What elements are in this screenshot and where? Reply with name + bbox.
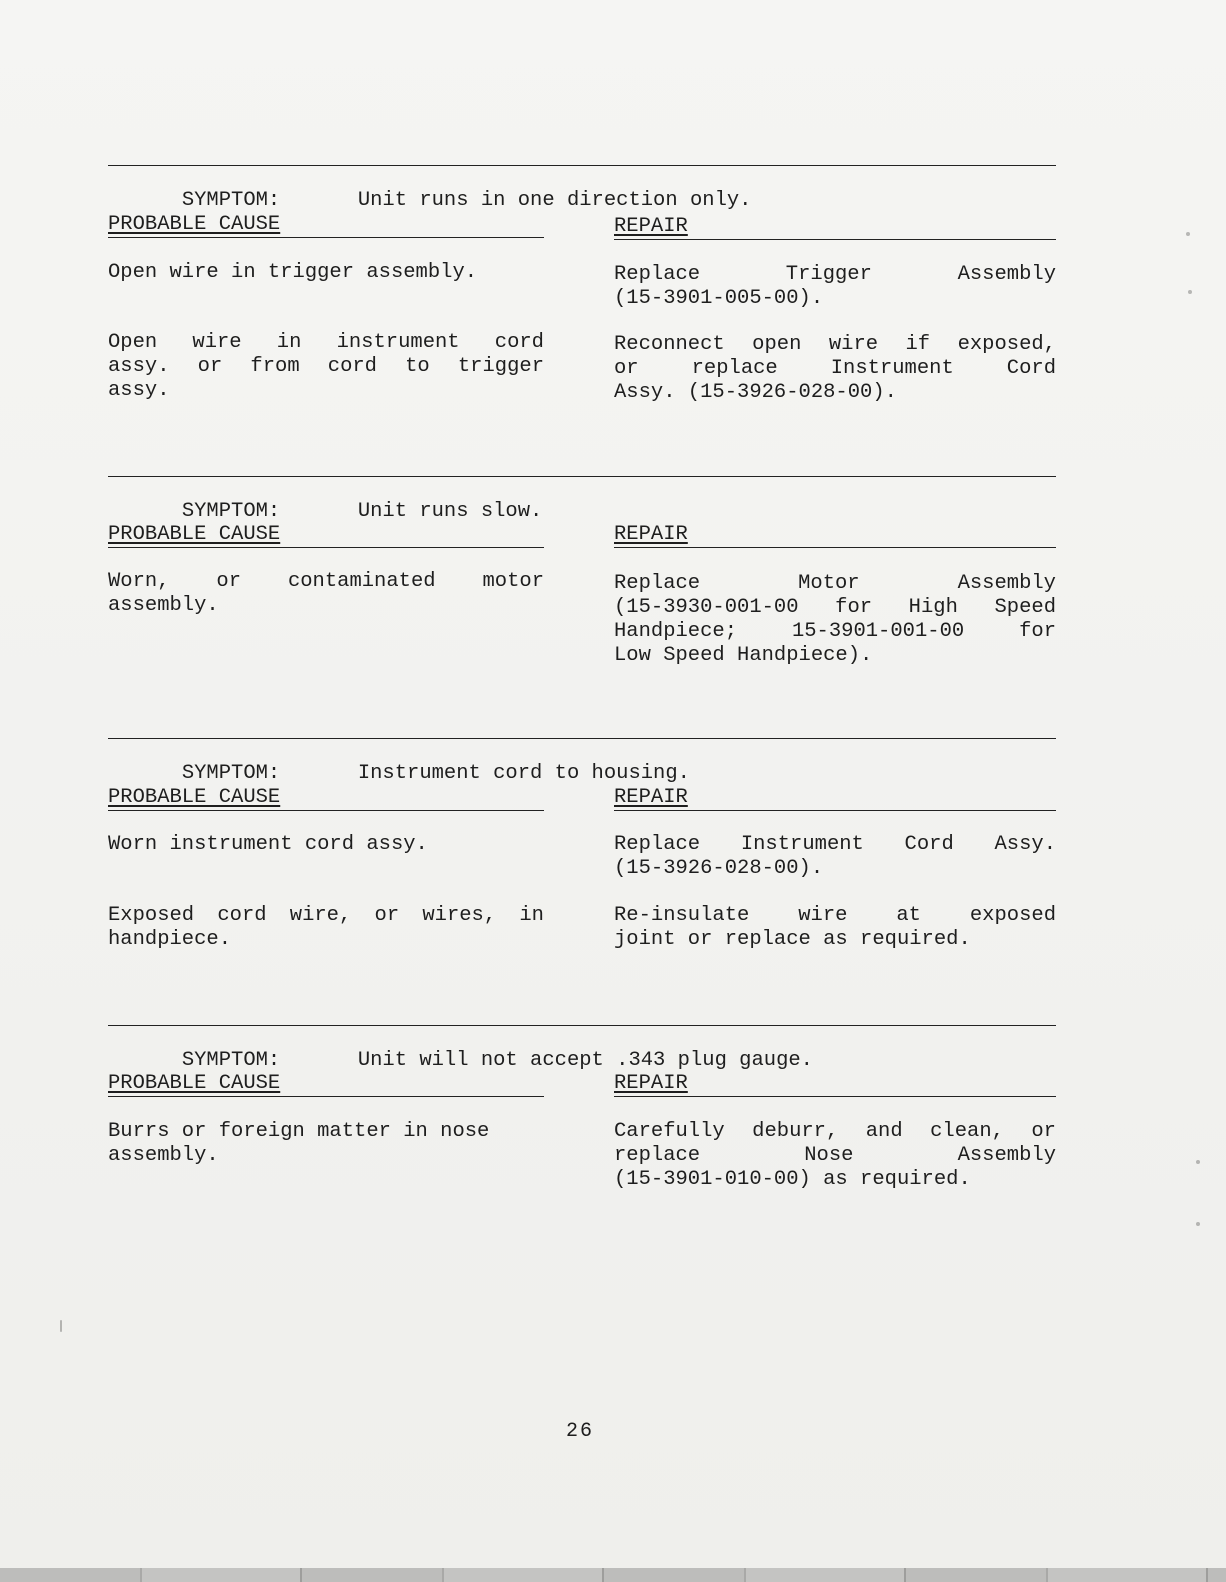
repair-text: [614, 572, 1056, 668]
repair-text: [614, 833, 1056, 881]
repair-text: [614, 263, 1056, 311]
repair-line: (15-3926-028-00).: [614, 857, 824, 880]
repair-line: Carefully deburr, and clean, or: [614, 1120, 1056, 1143]
probable-cause-text: [108, 570, 544, 618]
symptom-text: Unit runs slow.: [357, 500, 543, 523]
repair-line: or replace Instrument Cord: [614, 357, 1056, 380]
repair-line: Replace Trigger Assembly: [614, 263, 1056, 286]
repair-line: (15-3901-010-00) as required.: [614, 1168, 971, 1191]
header-rule: [108, 237, 544, 238]
probable-cause-header: PROBABLE CAUSE: [108, 786, 281, 809]
repair-line: Replace Instrument Cord Assy.: [614, 833, 1056, 856]
cause-line: assy.: [108, 379, 170, 402]
repair-line: Reconnect open wire if exposed,: [614, 333, 1056, 356]
repair-line: (15-3901-005-00).: [614, 287, 824, 310]
header-rule: [614, 810, 1056, 811]
page-number: 26: [566, 1420, 595, 1443]
cause-line: Worn instrument cord assy.: [108, 833, 428, 856]
header-rule: [108, 810, 544, 811]
cause-line: Exposed cord wire, or wires, in: [108, 904, 544, 927]
repair-line: (15-3930-001-00 for High Speed: [614, 596, 1056, 619]
header-rule: [108, 547, 544, 548]
repair-line: replace Nose Assembly: [614, 1144, 1056, 1167]
repair-header: REPAIR: [614, 523, 688, 546]
repair-header: REPAIR: [614, 786, 688, 809]
repair-text: [614, 333, 1056, 405]
scan-speck: [1196, 1222, 1200, 1226]
cause-line: assy. or from cord to trigger: [108, 355, 544, 378]
scanner-edge: [0, 1568, 1226, 1582]
repair-line: Low Speed Handpiece).: [614, 644, 873, 667]
cause-line: assembly.: [108, 1144, 219, 1167]
repair-line: Replace Motor Assembly: [614, 572, 1056, 595]
cause-line: Open wire in instrument cord: [108, 331, 544, 354]
scan-speck: [1186, 232, 1190, 236]
probable-cause-header: PROBABLE CAUSE: [108, 1072, 281, 1095]
scan-speck: [1188, 290, 1192, 294]
scan-speck: [60, 1320, 62, 1332]
header-rule: [614, 547, 1056, 548]
symptom-text: Unit runs in one direction only.: [357, 189, 752, 212]
header-rule: [108, 1096, 544, 1097]
cause-line: Burrs or foreign matter in nose: [108, 1120, 490, 1143]
symptom-label: SYMPTOM:: [181, 1049, 281, 1072]
repair-line: joint or replace as required.: [614, 928, 971, 951]
probable-cause-header: PROBABLE CAUSE: [108, 213, 281, 236]
probable-cause-text: [108, 1120, 544, 1168]
repair-line: Handpiece; 15-3901-001-00 for: [614, 620, 1056, 643]
symptom-text: Unit will not accept .343 plug gauge.: [357, 1049, 813, 1072]
symptom-label: SYMPTOM:: [181, 500, 281, 523]
symptom-label: SYMPTOM:: [181, 762, 281, 785]
repair-line: Re-insulate wire at exposed: [614, 904, 1056, 927]
probable-cause-text: [108, 833, 544, 857]
repair-text: [614, 1120, 1056, 1192]
probable-cause-text: [108, 904, 544, 952]
probable-cause-header: PROBABLE CAUSE: [108, 523, 281, 546]
repair-line: Assy. (15-3926-028-00).: [614, 381, 897, 404]
cause-line: Worn, or contaminated motor: [108, 570, 544, 593]
repair-header: REPAIR: [614, 215, 688, 238]
probable-cause-text: [108, 261, 544, 285]
cause-line: assembly.: [108, 594, 219, 617]
cause-line: handpiece.: [108, 928, 232, 951]
header-rule: [614, 239, 1056, 240]
cause-line: Open wire in trigger assembly.: [108, 261, 478, 284]
header-rule: [614, 1096, 1056, 1097]
repair-text: [614, 904, 1056, 952]
symptom-text: Instrument cord to housing.: [357, 762, 690, 785]
scan-speck: [1196, 1160, 1200, 1164]
symptom-label: SYMPTOM:: [181, 189, 281, 212]
repair-header: REPAIR: [614, 1072, 688, 1095]
probable-cause-text: [108, 331, 544, 403]
